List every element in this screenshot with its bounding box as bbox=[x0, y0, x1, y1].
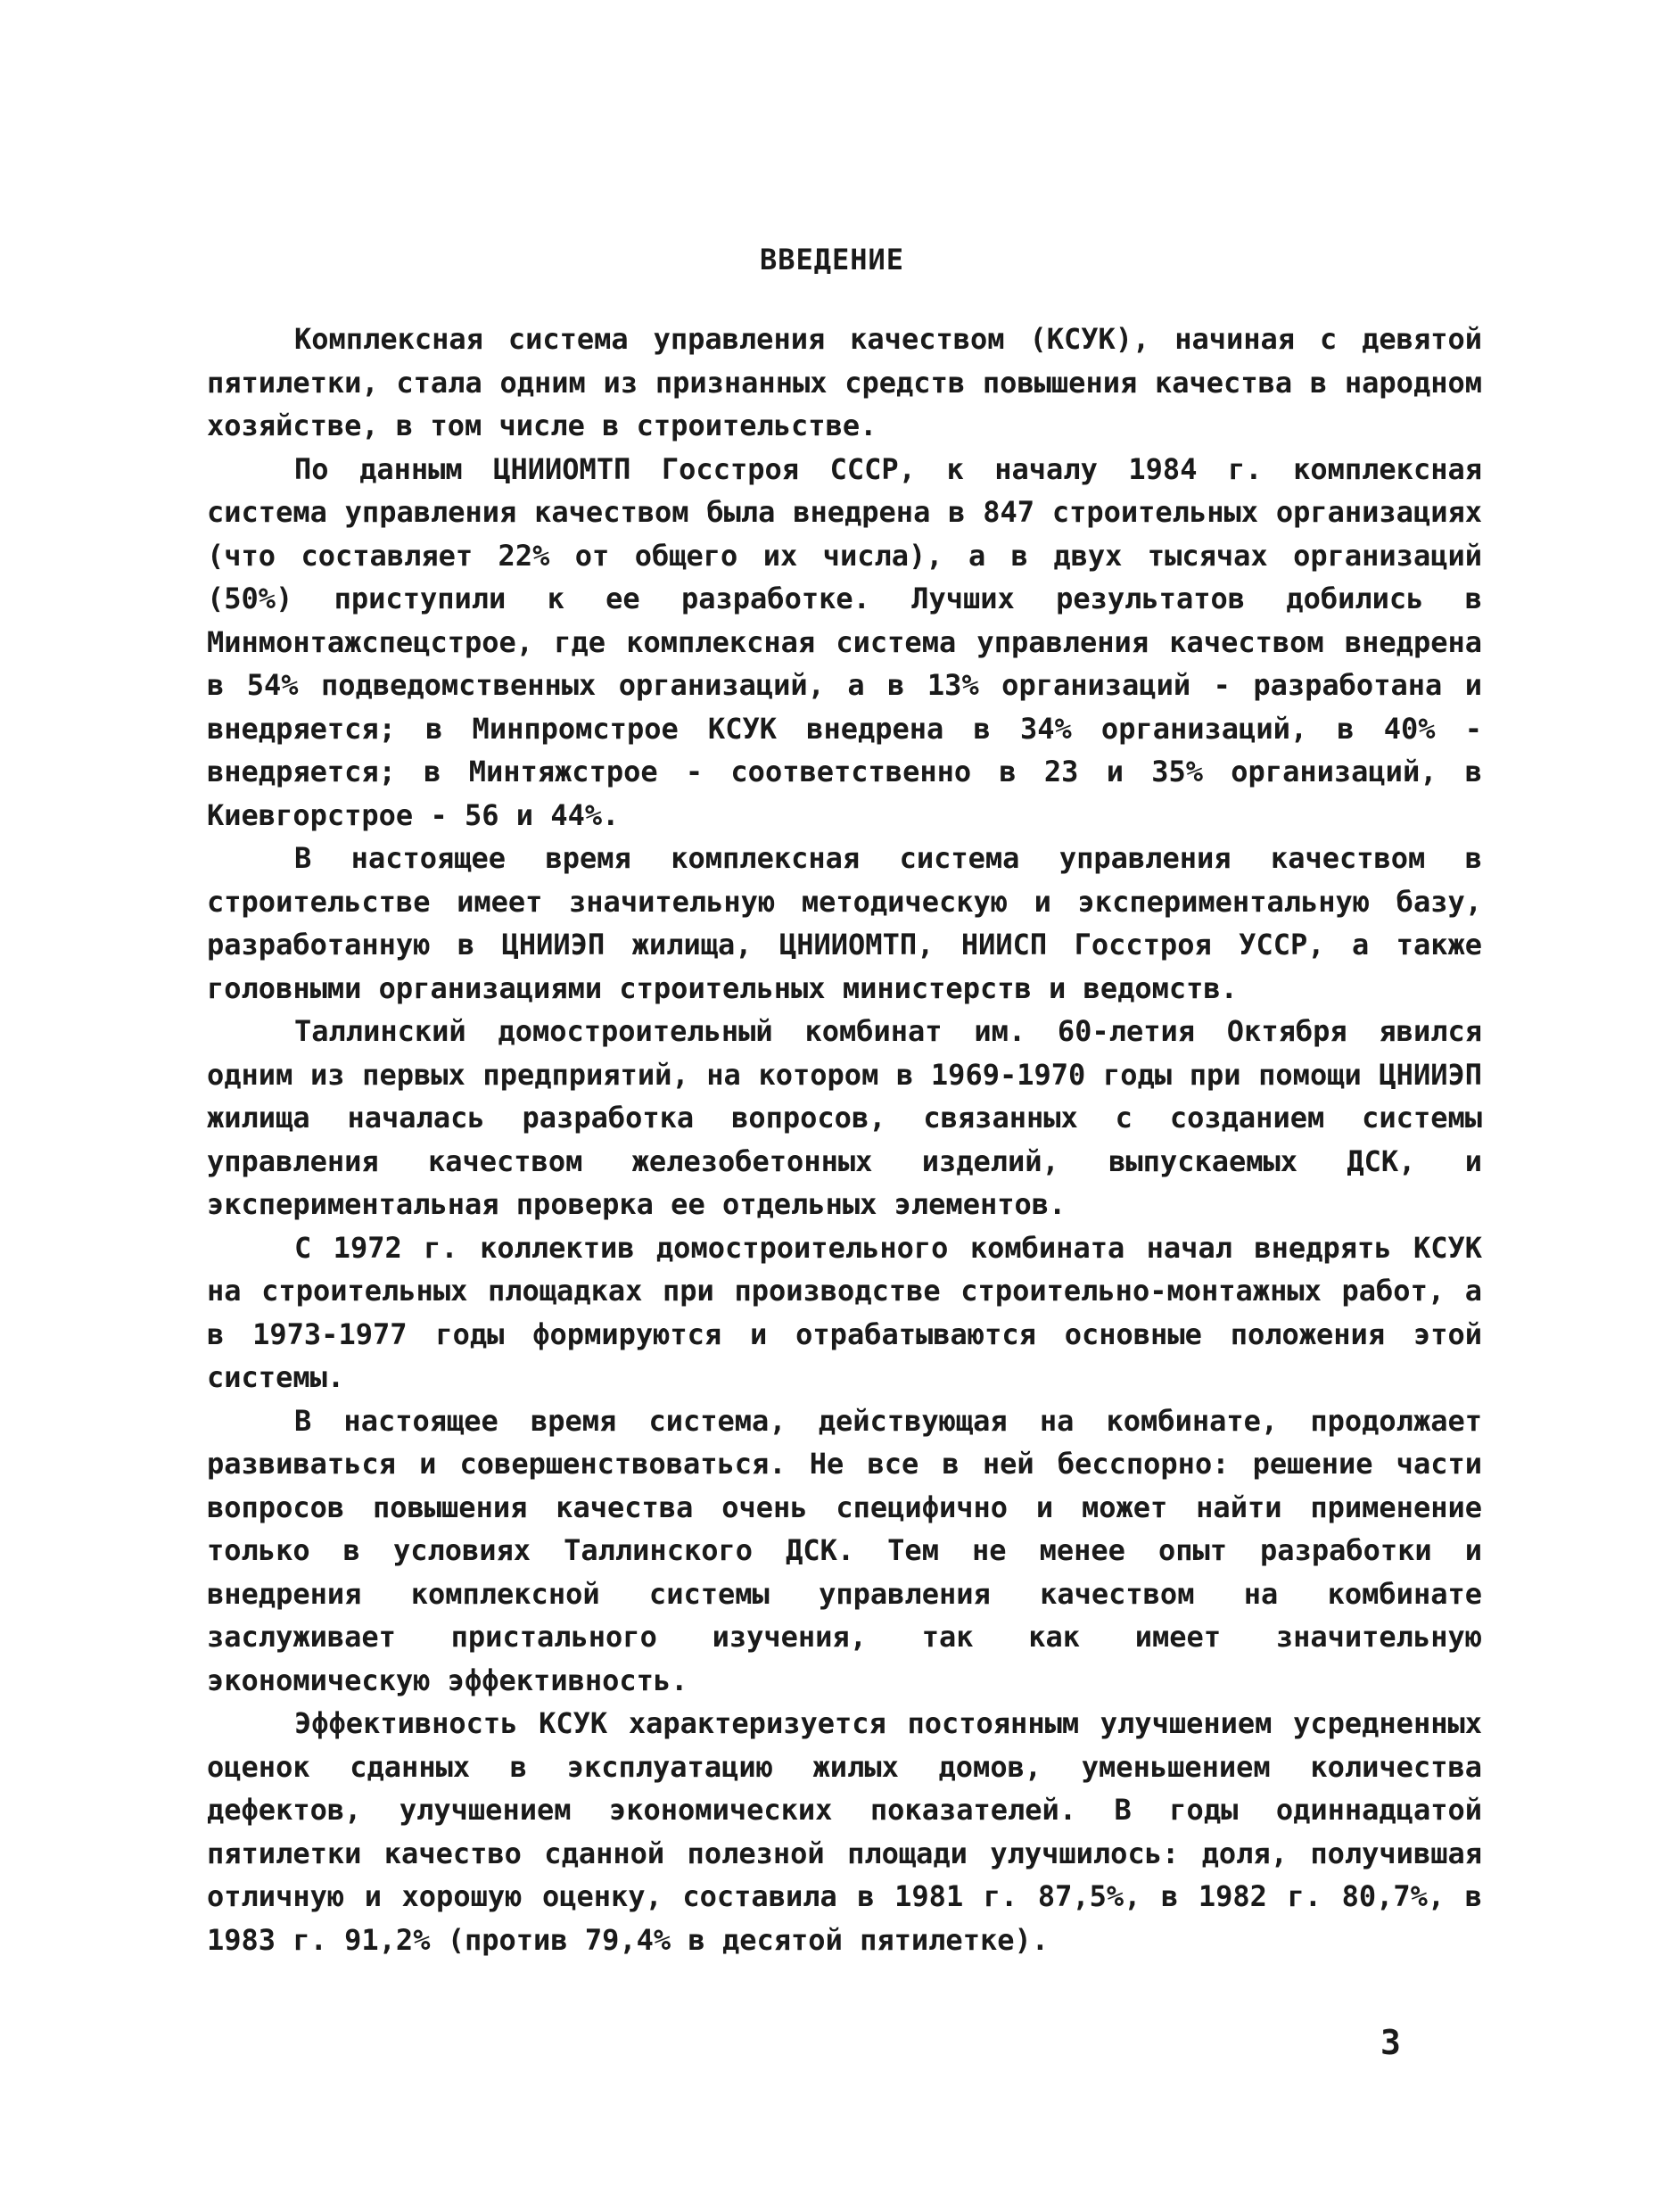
paragraph-system-development: В настоящее время система, действующая на комбинате, продолжает развиваться и совершенствоваться. Не все в ней бесспорно: решение части вопросов повышения качества очень специфично и может найти применение только в условиях Таллинского ДСК. Тем не менее опыт разработки и внедрения комплексной системы управления качеством на комбинате заслуживает пристального изучения, так как имеет значительную экономическую эффективность. bbox=[207, 1403, 1482, 1697]
paragraph-implementation-1972: С 1972 г. коллектив домостроительного комбината начал внедрять КСУК на строительных площадках при производстве строительно-монтажных работ, а в 1973-1977 годы формируются и отрабатываются основные положения этой системы. bbox=[207, 1230, 1482, 1394]
page-title: ВВЕДЕНИЕ bbox=[759, 243, 905, 276]
paragraph-ksuk-intro: Комплексная система управления качеством (КСУК), начиная с девятой пятилетки, стала одним из признанных средств повышения качества в народном хозяйстве, в том числе в строительстве. bbox=[207, 322, 1482, 442]
page-number: 3 bbox=[1380, 2023, 1401, 2062]
paragraph-methodical-base: В настоящее время комплексная система управления качеством в строительстве имеет значительную методическую и экспериментальную базу, разработанную в ЦНИИЭП жилища, ЦНИИОМТП, НИИСП Госстроя УССР, а также головными организациями строительных министерств и ведомств. bbox=[207, 841, 1482, 1005]
paragraph-statistics-1984: По данным ЦНИИОМТП Госстроя СССР, к началу 1984 г. комплексная система управления качеством была внедрена в 847 строительных организациях (что составляет 22% от общего их числа), а в двух тысячах организаций (50%) приступили к ее разработке. Лучших результатов добились в Минмонтажспецстрое, где комплексная система управления качеством внедрена в 54% подведомственных организаций, а в 13% организаций - разработана и внедряется; в Минпромстрое КСУК внедрена в 34% организаций, в 40% - внедряется; в Минтяжстрое - соответственно в 23 и 35% организаций, в Киевгорстрое - 56 и 44%. bbox=[207, 451, 1482, 832]
document-body bbox=[207, 318, 1482, 1961]
paragraph-tallinn-dsk: Таллинский домостроительный комбинат им. 60-летия Октября явился одним из первых предприятий, на котором в 1969-1970 годы при помощи ЦНИИЭП жилища началась разработка вопросов, связанных с созданием системы управления качеством железобетонных изделий, выпускаемых ДСК, и экспериментальная проверка ее отдельных элементов. bbox=[207, 1014, 1482, 1221]
paragraph-efficiency: Эффективность КСУК характеризуется постоянным улучшением усредненных оценок сданных в эксплуатацию жилых домов, уменьшением количества дефектов, улучшением экономических показателей. В годы одиннадцатой пятилетки качество сданной полезной площади улучшилось: доля, получившая отличную и хорошую оценку, составила в 1981 г. 87,5%, в 1982 г. 80,7%, в 1983 г. 91,2% (против 79,4% в десятой пятилетке). bbox=[207, 1706, 1482, 1957]
